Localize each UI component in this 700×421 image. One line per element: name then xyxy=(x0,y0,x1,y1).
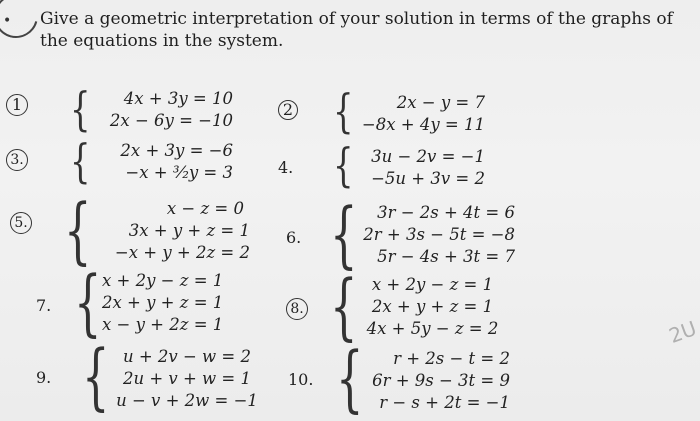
bullet-icon: • xyxy=(3,13,12,29)
equation-system xyxy=(360,202,515,268)
problem-number: 5. xyxy=(10,212,32,234)
equation: −5u + 3v = 2 xyxy=(371,169,485,188)
equation-system xyxy=(98,88,233,132)
left-brace: { xyxy=(330,264,358,348)
equation: x + 2y − z = 1 xyxy=(102,271,224,290)
equation: 3x + y + z = 1 xyxy=(128,221,250,240)
problem-number: 7. xyxy=(36,296,52,315)
equation-system xyxy=(360,146,485,190)
equation: 2x + 3y = −6 xyxy=(120,141,233,160)
equation: x − z = 0 xyxy=(166,199,244,218)
equation: 2x − y = 7 xyxy=(396,93,485,112)
problem-number: 1 xyxy=(6,94,28,116)
problem-number: 9. xyxy=(36,368,52,387)
equation-system xyxy=(360,348,510,414)
left-brace: { xyxy=(74,260,102,344)
left-brace: { xyxy=(333,138,354,192)
left-brace: { xyxy=(64,188,92,272)
equation: −x + ³⁄₂y = 3 xyxy=(125,163,233,182)
equation: 2x + y + z = 1 xyxy=(102,293,224,312)
equation: −x + y + 2z = 2 xyxy=(114,243,250,262)
equation: x + 2y − z = 1 xyxy=(371,275,494,294)
equation: 3u − 2v = −1 xyxy=(371,147,485,166)
equation-system xyxy=(360,274,505,340)
problem-number: 6. xyxy=(286,228,302,247)
equation: x − y + 2z = 1 xyxy=(102,315,224,334)
left-brace: { xyxy=(70,134,91,188)
problem-number: 2 xyxy=(278,100,298,120)
problem-number: 4. xyxy=(278,158,294,177)
left-brace: { xyxy=(82,334,110,418)
left-brace: { xyxy=(336,336,364,420)
equation-system xyxy=(112,346,262,412)
equation: u − v + 2w = −1 xyxy=(116,391,258,410)
equation: 3r − 2s + 4t = 6 xyxy=(377,203,515,222)
equation-system xyxy=(360,92,485,136)
equation-system xyxy=(100,198,250,264)
instruction-text: Give a geometric interpretation of your solution in terms of the graphs of the equations in the system. xyxy=(40,9,673,51)
equation: −8x + 4y = 11 xyxy=(361,115,485,134)
equation: 2x − 6y = −10 xyxy=(109,111,233,130)
equation-system xyxy=(98,140,233,184)
equation-system xyxy=(102,270,242,336)
left-brace: { xyxy=(330,192,358,276)
problem-number: 3. xyxy=(6,149,28,171)
left-brace: { xyxy=(333,84,354,138)
problem-number: 10. xyxy=(288,370,314,389)
equation: u + 2v − w = 2 xyxy=(122,347,251,366)
equation: r − s + 2t = −1 xyxy=(379,393,510,412)
equation: 4x + 5y − z = 2 xyxy=(366,319,499,338)
equation: 2x + y + z = 1 xyxy=(371,297,494,316)
margin-scribble: 2U xyxy=(665,316,700,348)
problem-number: 8. xyxy=(286,298,308,320)
equation: 2u + v + w = 1 xyxy=(122,369,251,388)
equation: 5r − 4s + 3t = 7 xyxy=(377,247,515,266)
equation: 2r + 3s − 5t = −8 xyxy=(363,225,515,244)
equation: 4x + 3y = 10 xyxy=(123,89,233,108)
equation: 6r + 9s − 3t = 9 xyxy=(372,371,510,390)
left-brace: { xyxy=(70,82,91,136)
equation: r + 2s − t = 2 xyxy=(393,349,510,368)
